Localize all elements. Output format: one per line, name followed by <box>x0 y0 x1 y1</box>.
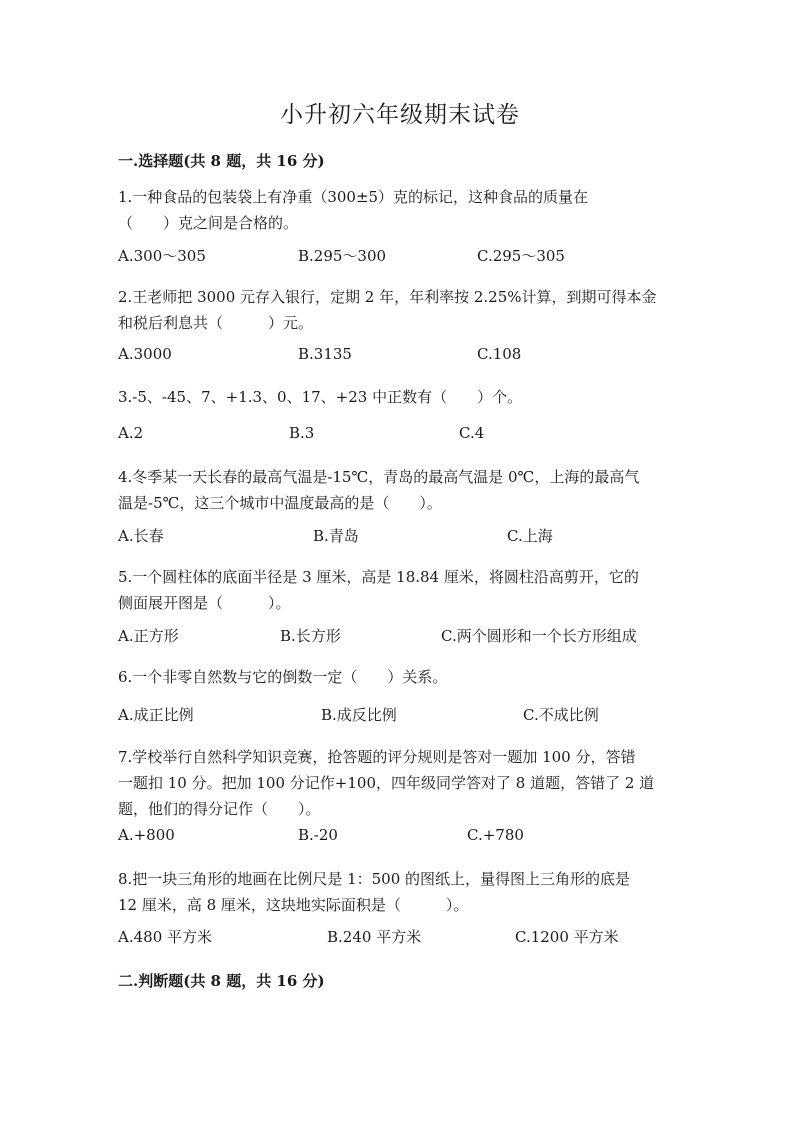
question-text-line: 8.把一块三角形的地画在比例尺是 1：500 的图纸上，量得图上三角形的底是 <box>118 870 631 888</box>
option-a: A.+800 <box>118 826 175 844</box>
question-5-options <box>118 625 718 651</box>
option-a: A.正方形 <box>118 627 179 645</box>
option-c: C.295～305 <box>477 247 565 265</box>
question-6-options <box>118 704 718 730</box>
option-c: C.不成比例 <box>523 706 599 724</box>
option-a: A.长春 <box>118 527 164 545</box>
question-text-line: 和税后利息共（ ）元。 <box>118 314 314 332</box>
question-4 <box>118 464 688 516</box>
option-c: C.上海 <box>507 527 553 545</box>
question-text-line: 题，他们的得分记作（ ）。 <box>118 800 321 818</box>
question-6 <box>118 664 688 690</box>
option-c: C.两个圆形和一个长方形组成 <box>441 627 637 645</box>
question-text-line: 12 厘米，高 8 厘米，这块地实际面积是（ ）。 <box>118 896 469 914</box>
question-text-line: 2.王老师把 3000 元存入银行，定期 2 年，年利率按 2.25%计算，到期可得本金 <box>118 288 657 306</box>
option-c: C.1200 平方米 <box>515 928 619 946</box>
question-5 <box>118 564 688 616</box>
question-7 <box>118 744 688 822</box>
question-3-options <box>118 424 718 450</box>
question-3 <box>118 384 688 410</box>
question-text-line: 一题扣 10 分。把加 100 分记作+100，四年级同学答对了 8 道题，答错了 2 道 <box>118 774 655 792</box>
option-c: C.4 <box>459 424 485 442</box>
question-8 <box>118 866 688 918</box>
question-text-line: 4.冬季某一天长春的最高气温是-15℃，青岛的最高气温是 0℃，上海的最高气 <box>118 468 640 486</box>
question-1-options <box>118 245 718 271</box>
question-text-line: 侧面展开图是（ ）。 <box>118 594 291 612</box>
option-a: A.3000 <box>118 345 172 363</box>
question-1 <box>118 184 688 236</box>
question-2-options <box>118 345 718 371</box>
option-a: A.480 平方米 <box>118 928 212 946</box>
option-c: C.108 <box>477 345 522 363</box>
option-b: B.成反比例 <box>321 706 397 724</box>
option-b: B.青岛 <box>313 527 359 545</box>
section-heading-true-false: 二.判断题(共 8 题，共 16 分) <box>118 972 325 990</box>
question-7-options <box>118 826 718 852</box>
page-title: 小升初六年级期末试卷 <box>280 102 520 128</box>
option-a: A.成正比例 <box>118 706 194 724</box>
option-c: C.+780 <box>467 826 524 844</box>
option-a: A.2 <box>118 424 144 442</box>
question-text-line: 3.-5、-45、7、+1.3、0、17、+23 中正数有（ ）个。 <box>118 388 523 406</box>
option-b: B.240 平方米 <box>327 928 422 946</box>
option-b: B.长方形 <box>280 627 341 645</box>
question-text-line: 6.一个非零自然数与它的倒数一定（ ）关系。 <box>118 668 448 686</box>
question-text-line: 温是-5℃，这三个城市中温度最高的是（ ）。 <box>118 494 442 512</box>
question-text-line: 7.学校举行自然科学知识竞赛，抢答题的评分规则是答对一题加 100 分，答错 <box>118 748 636 766</box>
section-heading-multiple-choice: 一.选择题(共 8 题，共 16 分) <box>118 152 325 170</box>
question-text-line: 1.一种食品的包装袋上有净重（300±5）克的标记，这种食品的质量在 <box>118 188 589 206</box>
question-4-options <box>118 525 718 551</box>
question-text-line: 5.一个圆柱体的底面半径是 3 厘米，高是 18.84 厘米，将圆柱沿高剪开，它的 <box>118 568 639 586</box>
question-8-options <box>118 926 718 952</box>
question-text-line: （ ）克之间是合格的。 <box>118 214 299 232</box>
option-b: B.3135 <box>298 345 352 363</box>
option-b: B.-20 <box>298 826 338 844</box>
option-b: B.295～300 <box>298 247 387 265</box>
option-a: A.300～305 <box>118 247 206 265</box>
option-b: B.3 <box>289 424 315 442</box>
question-2 <box>118 284 688 336</box>
